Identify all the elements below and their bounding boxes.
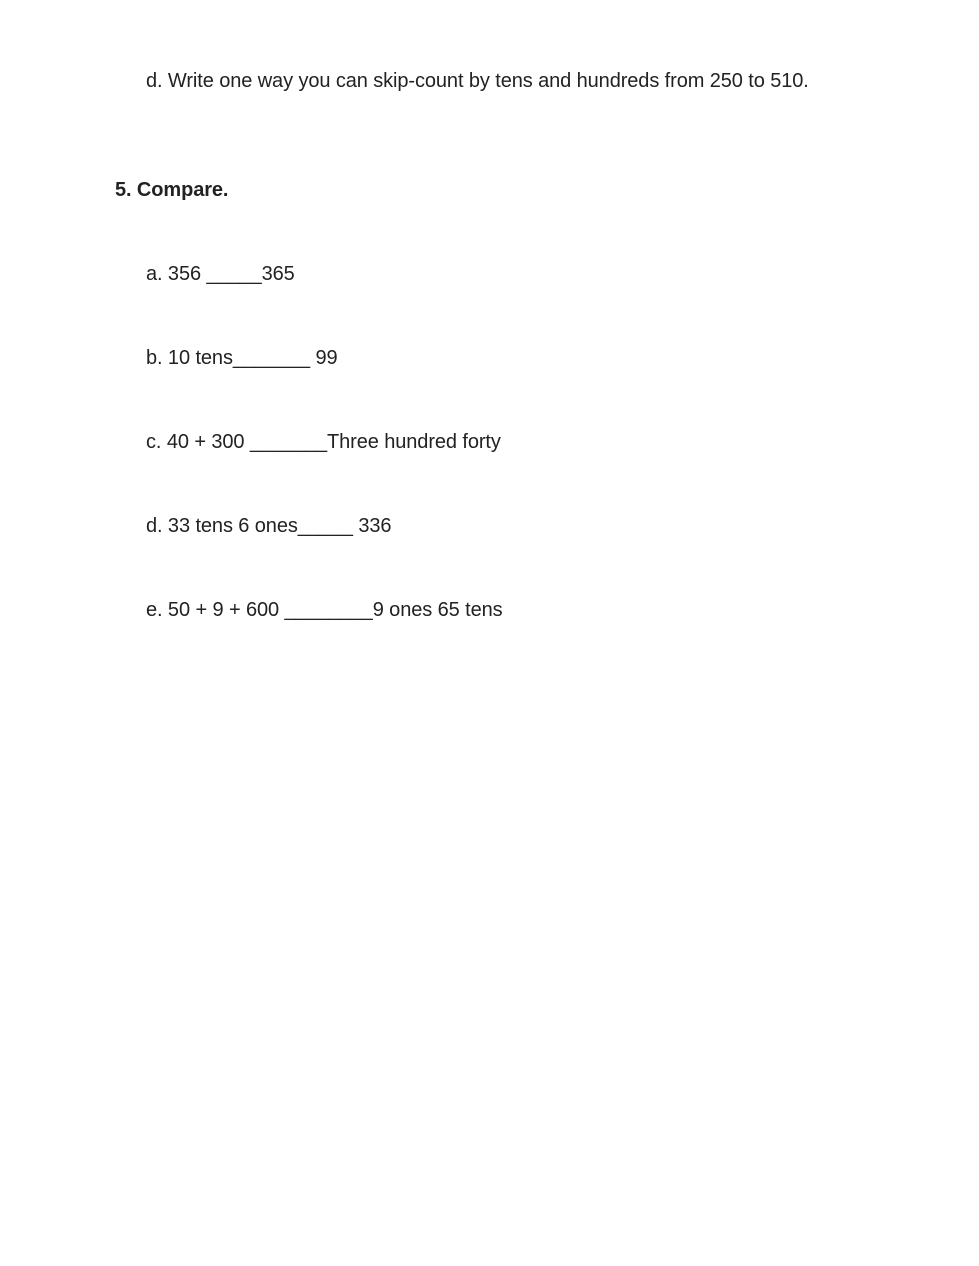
compare-item-a: a. 356 _____365: [146, 263, 295, 285]
compare-item-b: b. 10 tens_______ 99: [146, 347, 338, 369]
compare-item-e: e. 50 + 9 + 600 ________9 ones 65 tens: [146, 599, 503, 621]
question-4d-text: d. Write one way you can skip-count by tens and hundreds from 250 to 510.: [146, 70, 809, 92]
compare-item-d: d. 33 tens 6 ones_____ 336: [146, 515, 392, 537]
question-5-heading: 5. Compare.: [115, 179, 229, 201]
compare-item-c: c. 40 + 300 _______Three hundred forty: [146, 431, 501, 453]
